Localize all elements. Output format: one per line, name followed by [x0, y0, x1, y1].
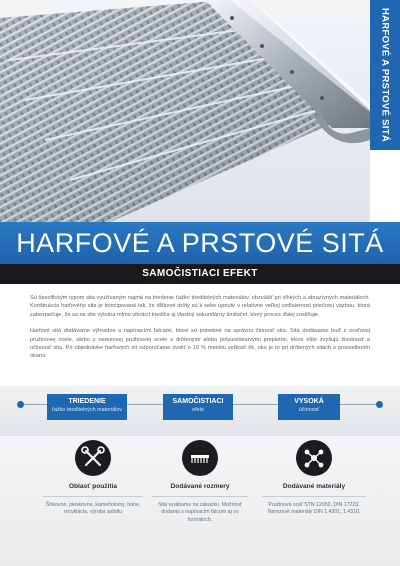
subtitle-banner: [0, 264, 400, 284]
page-title: HARFOVÉ A PRSTOVÉ SITÁ: [16, 228, 384, 258]
feature-subtitle: účinnosť: [298, 407, 320, 413]
feature-subtitle: ťažko trieditelných materiálov: [51, 407, 123, 413]
feature-title: SAMOČISTIACI: [172, 398, 224, 405]
side-tab-label: HARFOVÉ A PRSTOVÉ SITÁ: [379, 8, 391, 142]
feature-bar: [0, 386, 400, 436]
card-dimensions: [152, 436, 248, 524]
feature-subtitle: efekt: [192, 407, 204, 413]
page-subtitle: SAMOČISTIACI EFEKT: [142, 268, 258, 279]
description-paragraph: Harfové sitá dodávame výhradne s napínacími falcami, ktoré sú potrebné na správnu činnosť sita. Sitá dodávame buď z oceľovej pružinovej ocele, alebo z nerezovej pružinovej ocele s drôtenými alebo polyuretánovými prepletmi, ktoré ešte zvyšujú životnosť a účinnosť sita. Pri objednávke harfových sít odporúčame zvoliť o 10 % menšiu veľkosť ôk, oko je to pri drôtených sitách s prosvetlením okami.: [30, 328, 370, 360]
feature-title: VYSOKÁ: [294, 398, 324, 405]
info-section: [0, 436, 400, 566]
feature-sorting: [47, 394, 127, 420]
divider: [262, 496, 366, 497]
feature-efficiency: [278, 394, 340, 420]
title-banner: [0, 222, 400, 264]
description: [30, 294, 370, 369]
feature-self-cleaning: [163, 394, 233, 420]
card-text: Pružinová oceľ STN 12050, DIN 17223. Nerezové materiály DIN 1.4301, 1.4310.: [267, 502, 361, 516]
card-title: Oblasť použitia: [68, 483, 118, 490]
feature-title: TRIEDENIE: [68, 398, 106, 405]
card-text: Štrkovne, pieskovne, kameňolomy, bane, recyklácia, výroba asfaltu: [45, 502, 141, 516]
divider: [152, 496, 248, 497]
card-application: [43, 436, 143, 517]
feature-dot: [376, 401, 383, 408]
molecule-icon: [296, 440, 332, 476]
feature-dot: [17, 401, 24, 408]
hero-image-harp-screen: [0, 0, 370, 222]
screen-mesh-icon: [182, 440, 218, 476]
card-title: Dodávané rozmery: [170, 483, 230, 490]
tools-icon: [75, 440, 111, 476]
card-text: Sitá vyrábame na zákazku. Možnosť dodania s napínacím falcom aj vo formátoch.: [158, 502, 242, 523]
divider: [43, 496, 143, 497]
side-tab: [370, 0, 400, 150]
card-title: Dodávané materiály: [282, 483, 346, 490]
card-materials: [262, 436, 366, 517]
description-paragraph: Sú špecifickým typom sita využívaným najmä na triedenie ťažko trieditelných materiálov, obzvlášť pri vlhkých a abrazívnych materiáloch. Konštrukcia harfového sita je koncipovaná tak, že dĺžkové drôty sú k sebe upnuté v relatívne veľkej vzdialenosti priečnou väzbou, ktorá zabezpečuje, že sa na site vytvára mimo vibrácií triediča aj vlastný sekundárny kmitočet, ktorý proces ďalej zosilňuje.: [30, 295, 370, 318]
